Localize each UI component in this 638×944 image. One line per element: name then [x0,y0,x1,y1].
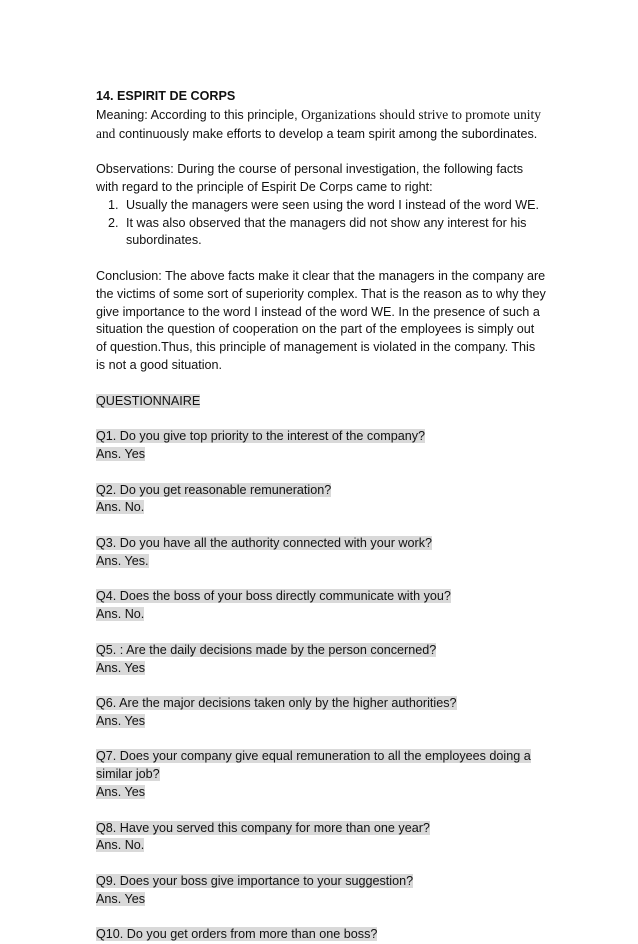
question-text [96,642,546,660]
question-highlight: Q4. Does the boss of your boss directly communicate with you? [96,589,451,604]
answer-text [96,660,546,678]
question-block [96,642,546,678]
question-text [96,588,546,606]
meaning-prefix: Meaning: According to this principle, [96,107,302,122]
answer-text [96,606,546,624]
answer-highlight: Ans. No. [96,500,145,515]
question-block [96,926,546,944]
question-block [96,820,546,856]
question-block [96,695,546,731]
questionnaire-list [96,428,546,944]
answer-highlight: Ans. No. [96,607,145,622]
question-highlight: Q9. Does your boss give importance to your suggestion? [96,874,414,889]
question-block [96,748,546,801]
meaning-paragraph [96,106,546,144]
observations-list [96,197,546,250]
questionnaire-title-text: QUESTIONNAIRE [96,393,201,408]
answer-highlight: Ans. Yes. [96,553,149,568]
answer-highlight: Ans. Yes [96,785,146,800]
answer-text [96,784,546,802]
observations-intro: Observations: During the course of personal investigation, the following facts with regard to the principle of Espirit De Corps came to right: [96,162,524,194]
observation-item: 2. It was also observed that the managers did not show any interest for his subordinates. [122,215,546,251]
questionnaire-title [96,393,546,411]
document-page [96,88,546,944]
question-text [96,748,546,784]
question-highlight: Q6. Are the major decisions taken only by the higher authorities? [96,696,457,711]
question-block [96,873,546,909]
answer-highlight: Ans. Yes [96,891,146,906]
answer-text [96,713,546,731]
answer-text [96,891,546,909]
answer-text [96,446,546,464]
answer-text [96,837,546,855]
answer-highlight: Ans. Yes [96,713,146,728]
question-highlight: Q5. : Are the daily decisions made by the person concerned? [96,642,437,657]
question-text [96,428,546,446]
answer-highlight: Ans. Yes [96,660,146,675]
meaning-serif-2: unity and [96,106,541,141]
question-highlight: Q3. Do you have all the authority connected with your work? [96,535,433,550]
question-text [96,695,546,713]
question-highlight: Q2. Do you get reasonable remuneration? [96,482,332,497]
section-heading: 14. ESPIRIT DE CORPS [96,89,236,103]
question-highlight: Q7. Does your company give equal remuneration to all the employees doing a similar job? [96,749,531,782]
question-text [96,482,546,500]
question-block [96,482,546,518]
answer-highlight: Ans. Yes [96,446,146,461]
question-highlight: Q1. Do you give top priority to the interest of the company? [96,429,426,444]
observation-item: 1. Usually the managers were seen using the word I instead of the word WE. [122,197,546,215]
question-highlight: Q8. Have you served this company for more than one year? [96,820,430,835]
question-block [96,535,546,571]
question-block [96,428,546,464]
meaning-serif-1: Organizations should strive to promote [301,106,510,122]
answer-highlight: Ans. No. [96,838,145,853]
question-text [96,873,546,891]
question-text [96,535,546,553]
answer-text [96,553,546,571]
question-block [96,588,546,624]
question-text [96,926,546,944]
answer-text [96,499,546,517]
conclusion-paragraph: Conclusion: The above facts make it clear that the managers in the company are the victims of some sort of superiority complex. That is the reason as to why they give importance to the word I instead of the word WE. In the presence of such a situation the question of cooperation on the part of the employees is simply out of question.Thus, this principle of management is violated in the company. This is not a good situation. [96,268,546,372]
meaning-suffix: continuously make efforts to develop a team spirit among the subordinates. [115,126,538,141]
question-text [96,820,546,838]
question-highlight: Q10. Do you get orders from more than one boss? [96,927,378,942]
